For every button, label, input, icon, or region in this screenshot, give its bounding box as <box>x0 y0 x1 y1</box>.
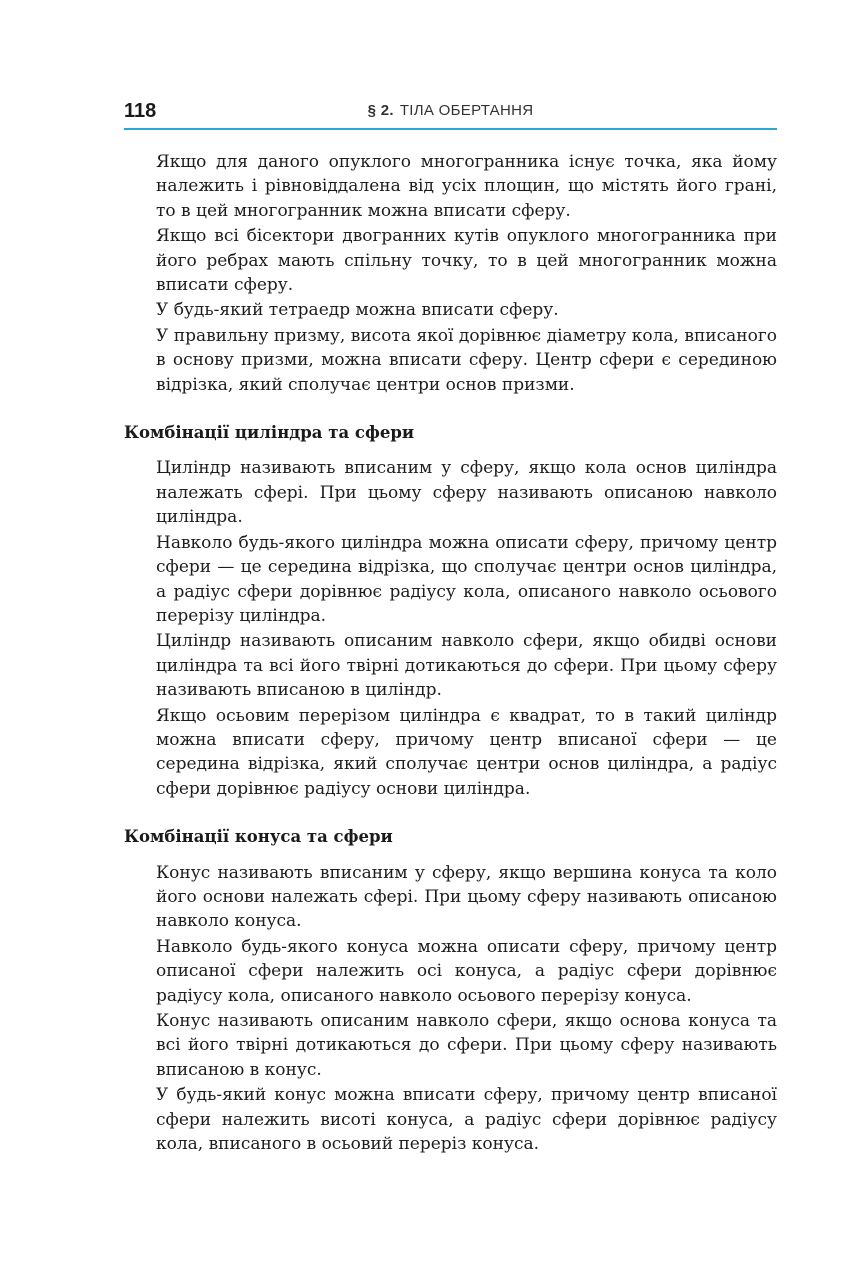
page-content <box>124 150 777 1157</box>
paragraph: Навколо будь-якого конуса можна описати сферу, причому центр описаної сфери належить осі конуса, а радіус сфери дорівнює радіусу кола, описаного навколо осьового перерізу конуса. <box>156 936 777 1006</box>
paragraph: Конус називають описаним навколо сфери, якщо основа конуса та всі його твірні дотикаються до сфери. При цьому сферу називають вписаною в конус. <box>156 1011 777 1080</box>
section-title-text: ТІЛА ОБЕРТАННЯ <box>399 102 534 119</box>
paragraph: Циліндр називають описаним навколо сфери, якщо обидві основи циліндра та всі його твірні дотикаються до сфери. При цьому сферу називають вписаною в циліндр. <box>156 631 777 701</box>
cone-section-heading: Комбінації конуса та сфери <box>124 827 393 847</box>
paragraph: У правильну призму, висота якої дорівнює діаметру кола, вписаного в основу призми, можна вписати сферу. Центр сфери є серединою відрізка, який сполучає центри основ призми. <box>156 325 777 395</box>
paragraph: Циліндр називають вписаним у сферу, якщо кола основ циліндра належать сфері. При цьому сферу називають описаною навколо циліндра. <box>156 458 777 528</box>
section-number: § 2. <box>367 102 394 119</box>
cylinder-section-heading: Комбінації циліндра та сфери <box>124 423 415 443</box>
paragraph: У будь-який конус можна вписати сферу, причому центр вписаної сфери належить висоті конуса, а радіус сфери дорівнює радіусу кола, вписаного в осьовий переріз конуса. <box>156 1085 777 1155</box>
paragraph: Конус називають вписаним у сферу, якщо вершина конуса та коло його основи належать сфері. При цьому сферу називають описаною навколо конуса. <box>156 862 777 932</box>
page-number: 118 <box>124 100 157 122</box>
section-title <box>124 102 777 119</box>
page-header <box>124 98 777 130</box>
paragraph: Навколо будь-якого циліндра можна описати сферу, причому центр сфери — це середина відрізка, що сполучає центри основ циліндра, а радіус сфери дорівнює радіусу кола, описаного навколо осьового перерізу циліндра. <box>156 532 777 626</box>
paragraph: Якщо всі бісектори двогранних кутів опуклого многогранника при його ребрах мають спільну точку, то в цей многогранник можна вписати сферу. <box>156 226 777 296</box>
paragraph: Якщо для даного опуклого многогранника існує точка, яка йому належить і рівновіддалена від усіх площин, що містять його грані, то в цей многогранник можна вписати сферу. <box>156 152 777 221</box>
paragraph: У будь-який тетраедр можна вписати сферу. <box>156 300 559 321</box>
paragraph: Якщо осьовим перерізом циліндра є квадрат, то в такий циліндр можна вписати сферу, причому центр вписаної сфери — це середина відрізка, який сполучає центри основ циліндра, а радіус сфери дорівнює радіусу основи циліндра. <box>156 705 777 799</box>
